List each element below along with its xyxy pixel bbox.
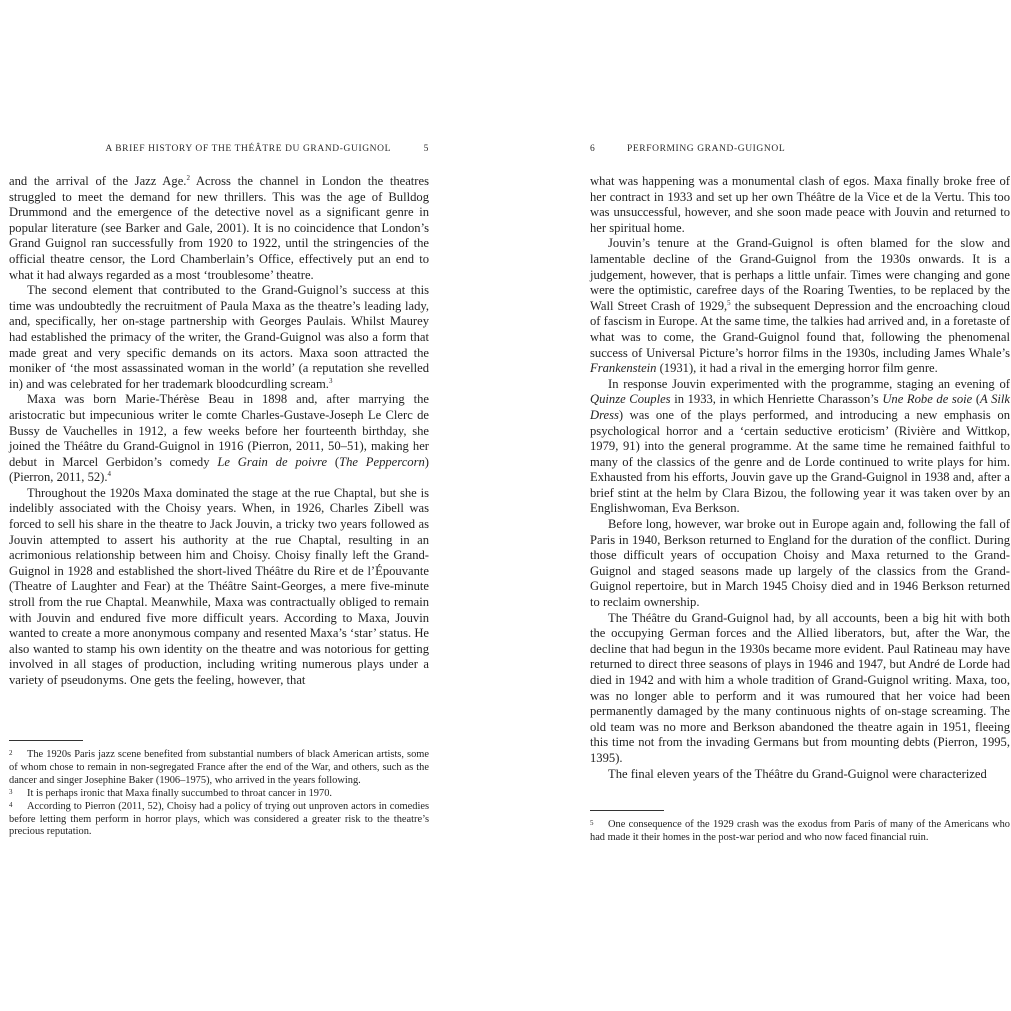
text-run: and the arrival of the Jazz Age.: [9, 174, 187, 188]
paragraph: [9, 174, 429, 283]
running-head-title: A BRIEF HISTORY OF THE THÉÂTRE DU GRAND-GUIGNOL: [105, 144, 391, 154]
text-run: the subsequent Depression and the encroaching cloud of fascism in Europe. At the same time, the talkies had arrived and, in a foretaste of what was to come, the Grand-Guignol found that, following the phenomenal success of Universal Picture’s horror films in the 1930s, including James Whale’s: [590, 298, 1011, 360]
paragraph: [590, 377, 1010, 517]
italic-title: Une Robe de soie: [882, 392, 973, 407]
italic-title: Le Grain de poivre: [217, 454, 328, 469]
footnote-ref: 4: [107, 470, 112, 479]
footnote-ref: 2: [186, 173, 190, 182]
paragraph: Throughout the 1920s Maxa dominated the stage at the rue Chaptal, but she is indelibly associated with the Choisy years. When, in 1926, Charles Zibell was forced to sell his share in the theatre to Jack Jouvin, a tricky two years followed as Jouvin attempted to assert his authority at the rue Chaptal, resulting in an acrimonious relationship between him and Choisy. Choisy finally left the Grand-Guignol in 1928 and established the short-lived Théâtre du Rire et de l’Épouvante (Theatre of Laughter and Fear) at the Théâtre Saint-Georges, a mere five-minute stroll from the rue Chaptal. Meanwhile, Maxa was contractually obliged to remain with Jouvin and endured five more difficult years. According to Maxa, Jouvin wanted to create a more anonymous company and resented Maxa’s ‘star’ status. He also wanted to stamp his own identity on the theatre and was notorious for getting involved in all stages of production, including writing numerous plays under a variety of pseudonyms. One gets the feeling, however, that: [9, 485, 429, 687]
text-run: Across the channel in London the theatres struggled to meet the demand for new thrillers. This was the age of Bulldog Drummond and the emergence of the detective novel as a significant genre in popular literature (see Barker and Gale, 2001). It is no coincidence that London’s Grand Guignol ran successfully from 1920 to 1922, until the stringencies of the official theatre censor, the Lord Chamberlain’s Office, effectively put an end to what it had always regarded as a most ‘troublesome’ theatre.: [9, 174, 429, 282]
footnotes: [9, 740, 429, 839]
italic-title: The Peppercorn: [339, 454, 425, 469]
footnote-mark: 3: [9, 787, 13, 796]
text-run: in 1933, in which Henriette Charasson’s: [670, 392, 883, 407]
italic-title: Frankenstein: [590, 361, 657, 376]
page-number: 6: [590, 144, 596, 154]
footnote: [9, 749, 429, 788]
footnote-text: One consequence of the 1929 crash was the exodus from Paris of many of the Americans who had made it their homes in the post-war period and who now faced financial ruin.: [590, 819, 1010, 843]
running-head: [590, 144, 1010, 158]
footnote-mark: 4: [9, 800, 13, 809]
text-run: (1931), it had a rival in the emerging horror film genre.: [656, 361, 938, 376]
footnote: [9, 801, 429, 840]
text-run: The second element that contributed to the Grand-Guignol’s success at this time was undoubtedly the recruitment of Paula Maxa as the theatre’s leading lady, and, specifically, her on-stage partnership with Georges Paulais. Whilst Maurey had established the primacy of the writer, the Grand-Guignol was also a form that made great and very specific demands on its actors. Maxa soon attracted the moniker of ‘the most assassinated woman in the world’ (a reputation she revelled in) and was celebrated for her trademark bloodcurdling scream.: [9, 283, 429, 391]
body-text: [9, 174, 429, 689]
footnote-text: The 1920s Paris jazz scene benefited from substantial numbers of black American artists, some of whom chose to remain in non-segregated France after the end of the War, and others, such as the dancer and singer Josephine Baker (1906–1975), who arrived in the years following.: [9, 749, 429, 786]
text-run: In response Jouvin experimented with the programme, staging an evening of: [608, 376, 1010, 391]
italic-title: A Silk Dress: [590, 392, 1010, 422]
paragraph: [9, 392, 429, 486]
paragraph: [590, 236, 1010, 376]
footnotes: [590, 810, 1010, 845]
footnote: [590, 819, 1010, 845]
italic-title: Quinze Couples: [590, 392, 671, 407]
text-run: Maxa was born Marie-Thérèse Beau in 1898 and, after marrying the aristocratic but impecunious writer le comte Charles-Gustave-Joseph Le Clerc de Bussy de Vauchelles in 1912, a few weeks before her fourteenth birthday, she joined the Théâtre du Grand-Guignol in 1916 (Pierron, 2011, 50–51), making her debut in Marcel Gerbidon’s comedy: [9, 392, 429, 469]
footnote-text: According to Pierron (2011, 52), Choisy had a policy of trying out unproven actors in comedies before letting them perform in horror plays, which was considered a greater risk to the theatre’s precious reputation.: [9, 800, 429, 838]
footnote-mark: 2: [9, 749, 13, 757]
paragraph: [9, 283, 429, 392]
running-head-title: PERFORMING GRAND-GUIGNOL: [627, 144, 786, 154]
page-number: 5: [423, 144, 429, 154]
paragraph: what was happening was a monumental clash of egos. Maxa finally broke free of her contract in 1933 and set up her own Théâtre de la Vice et de la Vertu. This too was unsuccessful, however, and she soon made peace with Jouvin and returned to her spiritual home.: [590, 174, 1010, 235]
running-head: [9, 144, 429, 158]
text-run: (: [327, 454, 340, 469]
footnote-ref: 5: [727, 298, 731, 307]
footnote: [9, 788, 429, 801]
paragraph: Before long, however, war broke out in Europe again and, following the fall of Paris in 1940, Berkson returned to England for the duration of the conflict. During those difficult years of occupation Choisy and Maxa returned to the Grand-Guignol and staged seasons made up largely of the classics from the Grand-Guignol repertoire, but in March 1945 Choisy died and in 1946 Berkson returned to reclaim ownership.: [590, 517, 1010, 610]
paragraph: The final eleven years of the Théâtre du Grand-Guignol were characterized: [608, 766, 987, 781]
footnote-rule: [590, 810, 664, 811]
footnote-ref: 3: [328, 376, 333, 385]
text-run: Jouvin’s tenure at the Grand-Guignol is often blamed for the slow and lamentable decline of the Grand-Guignol from the 1930s onwards. It is a judgement, however, that is perhaps a little unfair. Times were changing and gone were the optimistic, carefree days of the Roaring Twenties, to be replaced by the Wall Street Crash of 1929,: [590, 236, 1010, 313]
paragraph: The Théâtre du Grand-Guignol had, by all accounts, been a big hit with both the occupying German forces and the Allied liberators, but, after the War, the decline that had begun in the 1930s became more evident. Paul Ratineau may have returned to direct three seasons of plays in 1946 and 1947, but André de Lorde had died in 1942 and with him a whole tradition of Grand-Guignol writing. Maxa, too, was no longer able to perform and it was rumoured that her voice had been permanently damaged by the many continuous nights of on-stage screaming. The old team was no more and Berkson abandoned the theatre again in 1951, fleeing this time not from the invading Germans but from mounting debts (Pierron, 1995, 1395).: [590, 610, 1010, 765]
text-run: ) was one of the plays performed, and introducing a new emphasis on psychological horror and a ‘certain seductive eroticism’ (Rivière and Wittkop, 1979, 91) into the general programme. At the same time he remained faithful to many of the classics of the genre and de Lorde continued to write plays for him. Exhausted from his efforts, Jouvin gave up the Grand-Guignol in 1938 and, after a brief stint at the helm by Clara Bizou, the following year it was taken over by an Englishwoman, Eva Berkson.: [590, 407, 1010, 516]
text-run: (: [972, 392, 981, 407]
footnote-text: It is perhaps ironic that Maxa finally succumbed to throat cancer in 1970.: [27, 787, 332, 799]
body-text: [590, 174, 1010, 782]
footnote-mark: 5: [590, 819, 594, 827]
text-run: ) (Pierron, 2011, 52).: [9, 454, 429, 485]
footnote-rule: [9, 740, 83, 741]
